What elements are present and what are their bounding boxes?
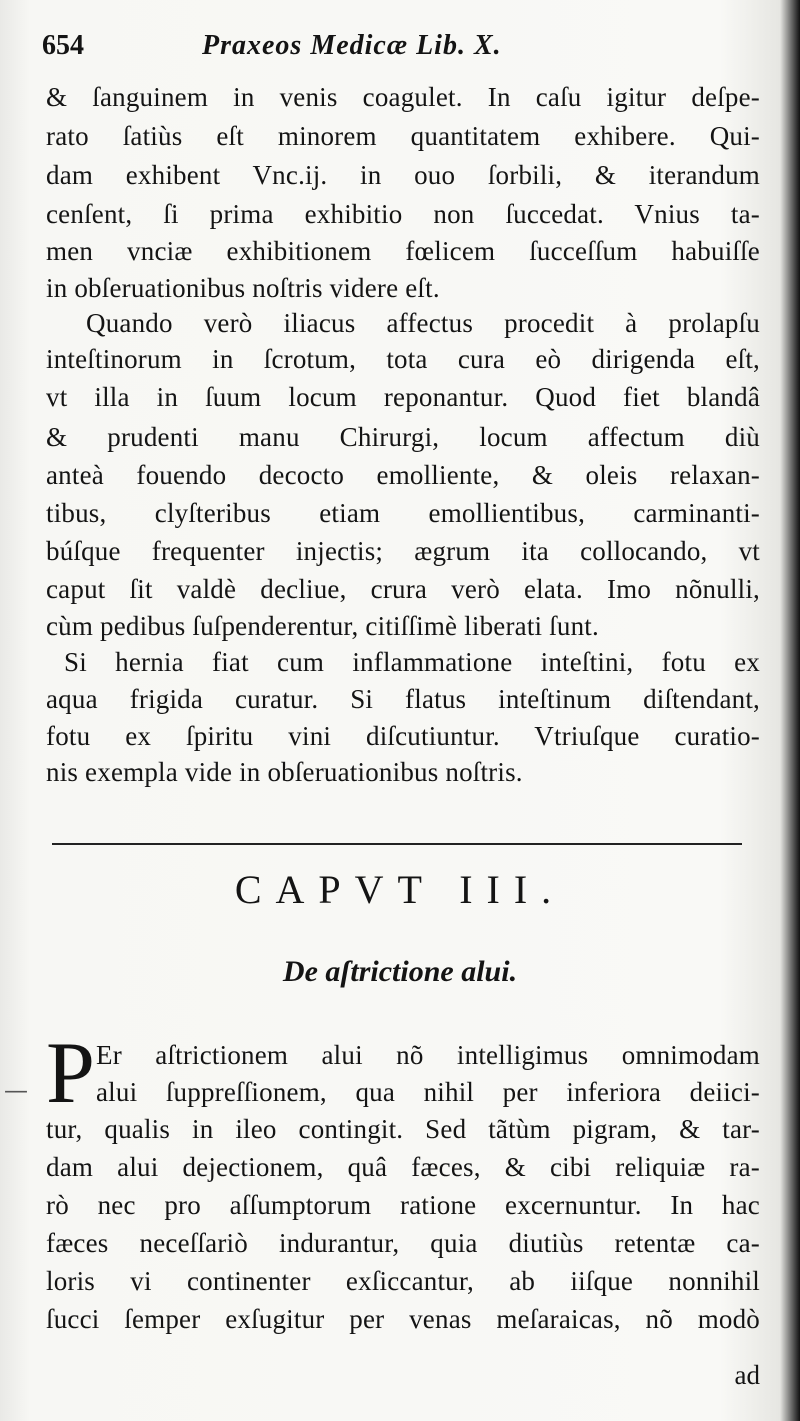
text-line: Er aſtrictionem alui nõ intelligimus omnimodam <box>96 1040 760 1070</box>
running-head <box>42 30 682 70</box>
text-line: rato ſatiùs eſt minorem quantitatem exhibere. Qui- <box>46 121 760 151</box>
text-line: dam alui dejectionem, quâ fæces, & cibi reliquiæ ra- <box>46 1152 760 1182</box>
text-line: rò nec pro aſſumptorum ratione excernuntur. In hac <box>46 1190 760 1220</box>
text-line: dam exhibent Vnc.ij. in ouo ſorbili, & iterandum <box>46 160 760 190</box>
chapter-subtitle: De aſtrictione alui. <box>282 955 518 988</box>
text-line: caput ſit valdè decliue, crura verò elata. Imo nõnulli, <box>46 574 760 604</box>
text-line: anteà fouendo decocto emolliente, & oleis relaxan- <box>46 460 760 490</box>
text-line: & prudenti manu Chirurgi, locum affectum diù <box>46 422 760 452</box>
text-line: tibus, clyſteribus etiam emollientibus, carminanti- <box>46 498 760 528</box>
text-line: tur, qualis in ileo contingit. Sed tãtùm pigram, & tar- <box>46 1114 760 1144</box>
text-line: cenſent, ſi prima exhibitio non ſuccedat. Vnius ta- <box>46 199 760 229</box>
text-line: fotu ex ſpiritu vini diſcutiuntur. Vtriuſque curatio- <box>46 721 760 751</box>
text-line: aqua frigida curatur. Si flatus inteſtinum diſtendant, <box>46 684 760 714</box>
section-rule <box>52 843 742 845</box>
text-line: in obſeruationibus noſtris videre eſt. <box>46 273 440 303</box>
text-line: nis exempla vide in obſeruationibus noſtris. <box>46 757 523 787</box>
text-line: Quando verò iliacus affectus procedit à prolapſu <box>86 308 760 338</box>
text-line: inteſtinorum in ſcrotum, tota cura eò dirigenda eſt, <box>46 344 760 374</box>
chapter-heading: CAPVT III. <box>234 867 566 912</box>
catchword: ad <box>734 1360 760 1390</box>
text-line: & ſanguinem in venis coagulet. In caſu igitur deſpe- <box>46 82 760 112</box>
text-line: Si hernia fiat cum inflammatione inteſtini, fotu ex <box>64 647 760 677</box>
page-number: 654 <box>42 30 84 61</box>
text-line: men vnciæ exhibitionem fœlicem ſucceſſum habuiſſe <box>46 236 760 266</box>
text-line: cùm pedibus ſuſpenderentur, citiſſimè liberati ſunt. <box>46 611 599 641</box>
running-title: Praxeos Medicæ Lib. X. <box>202 30 502 61</box>
text-line: loris vi continenter exſiccantur, ab iiſque nonnihil <box>46 1266 760 1296</box>
text-line: ſucci ſemper exſugitur per venas meſaraicas, nõ modò <box>46 1304 760 1334</box>
drop-cap: P <box>46 1025 95 1122</box>
margin-dash-mark: — <box>4 1076 28 1104</box>
text-line: búſque frequenter injectis; ægrum ita collocando, vt <box>46 536 760 566</box>
text-line: vt illa in ſuum locum reponantur. Quod fiet blandâ <box>46 382 760 412</box>
text-line: fæces neceſſariò indurantur, quia diutiùs retentæ ca- <box>46 1228 760 1258</box>
text-line: alui ſuppreſſionem, qua nihil per inferiora deiici- <box>96 1077 760 1107</box>
